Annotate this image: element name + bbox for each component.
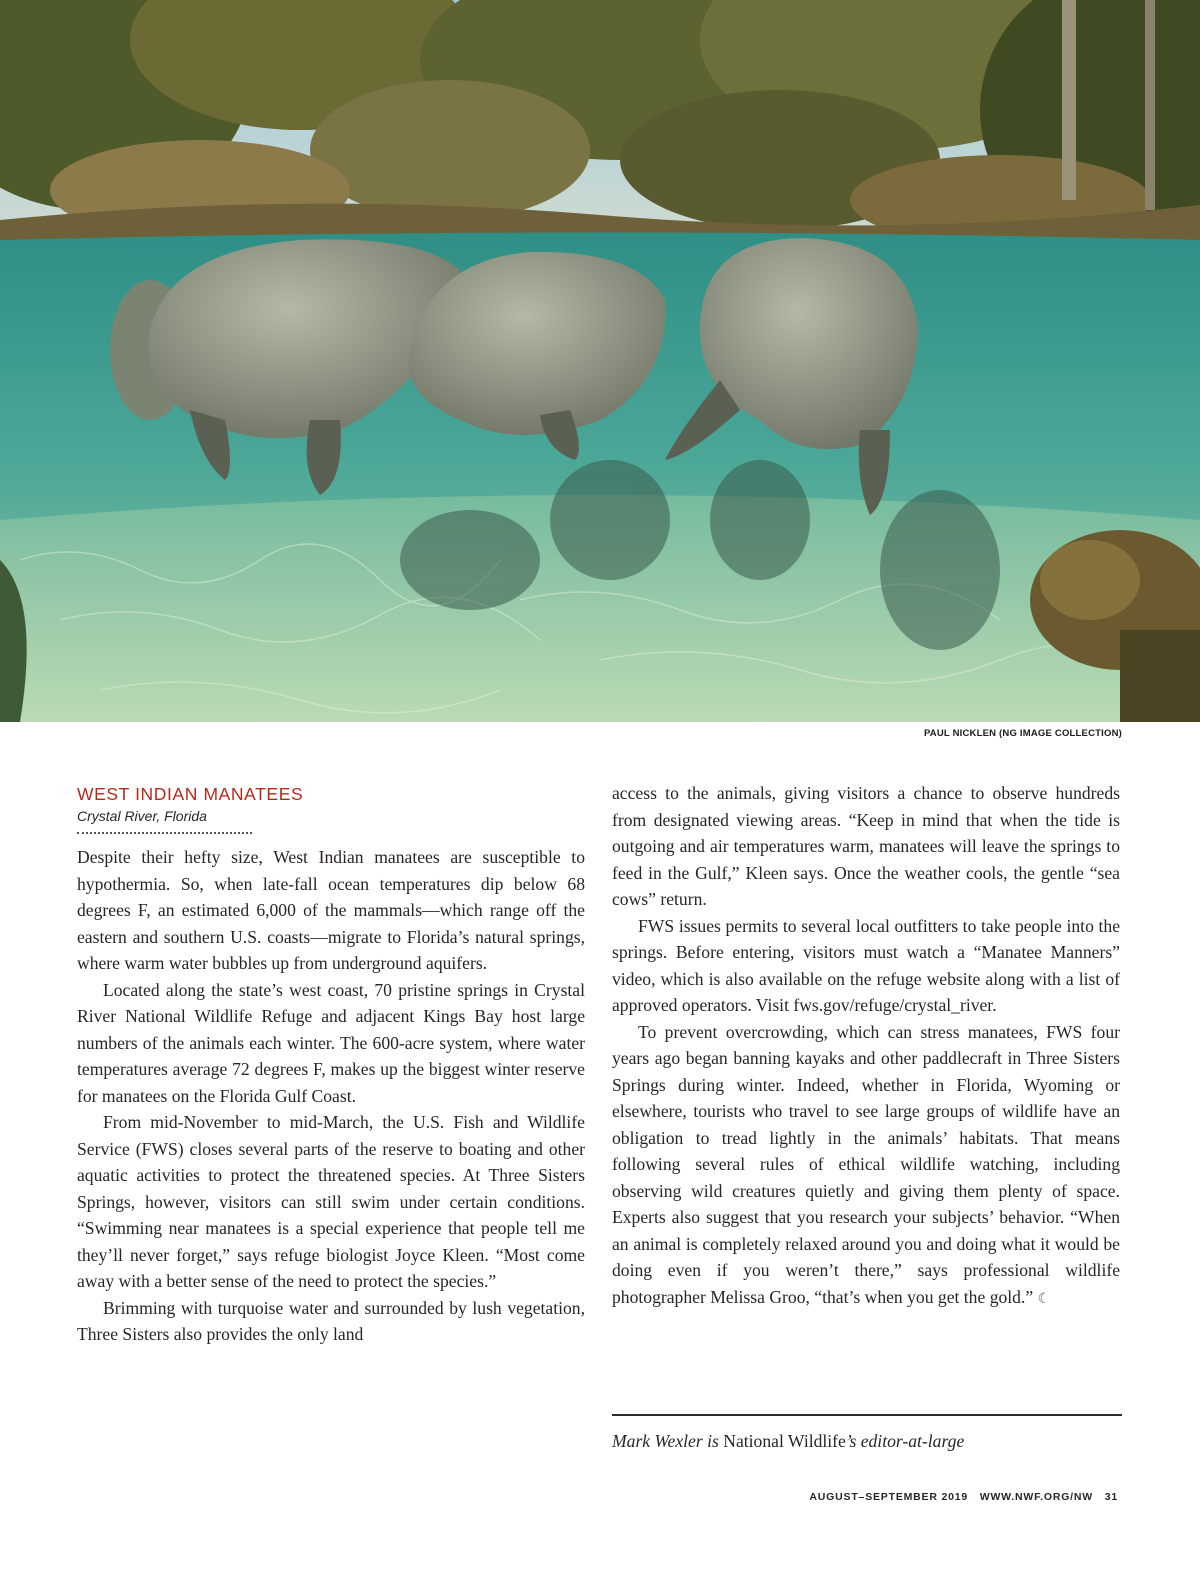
photo-credit: PAUL NICKLEN (NG IMAGE COLLECTION) bbox=[923, 728, 1122, 739]
bio-author: Mark Wexler bbox=[612, 1431, 703, 1451]
footer-site: WWW.NWF.ORG/NW bbox=[979, 1491, 1093, 1503]
paragraph-5: FWS issues permits to several local outfitters to take people into the springs. Before entering, visitors must watch a “Manatee Manners” video, which is also available on the refuge website along with a list of approved operators. Visit fws.gov/refuge/crystal_river. bbox=[612, 915, 1120, 1015]
article-kicker: WEST INDIAN MANATEES bbox=[77, 784, 304, 804]
paragraph-1: Despite their hefty size, West Indian manatees are susceptible to hypothermia. So, when late-fall ocean temperatures dip below 68 degrees F, an estimated 6,000 of the mammals—which range off the eastern and southern U.S. coasts—migrate to Florida’s natural springs, where warm water bubbles up from underground aquifers. bbox=[77, 847, 585, 973]
paragraph-4-start: Brimming with turquoise water and surrounded by lush vegetation, Three Sisters also provides the only land bbox=[77, 1297, 585, 1344]
end-mark-icon: ☾ bbox=[1037, 1291, 1051, 1307]
article-column-right bbox=[612, 780, 1120, 1313]
bio-publication: National Wildlife bbox=[723, 1431, 846, 1451]
bio-rule bbox=[612, 1414, 1122, 1416]
footer-issue: AUGUST–SEPTEMBER 2019 bbox=[809, 1491, 969, 1503]
article-location: Crystal River, Florida bbox=[77, 808, 207, 824]
author-bio bbox=[612, 1428, 964, 1454]
dotted-divider bbox=[77, 832, 252, 834]
article-column-left bbox=[77, 782, 585, 1348]
paragraph-6 bbox=[612, 1019, 1120, 1314]
paragraph-2: Located along the state’s west coast, 70 pristine springs in Crystal River National Wildlife Refuge and adjacent Kings Bay host large numbers of the animals each winter. The 600-acre system, where water temperatures average 72 degrees F, makes up the biggest winter reserve for manatees on the Florida Gulf Coast. bbox=[77, 979, 585, 1106]
manatees-photo-illustration bbox=[0, 0, 1200, 722]
paragraph-3: From mid-November to mid-March, the U.S. Fish and Wildlife Service (FWS) closes several parts of the reserve to boating and other aquatic activities to protect the threatened species. At Three Sisters Springs, however, visitors can still swim under certain conditions. “Swimming near manatees is a special experience that people tell me they’ll never forget,” says refuge biologist Joyce Kleen. “Most come away with a better sense of the need to protect the species.” bbox=[77, 1112, 585, 1291]
footer-page-number: 31 bbox=[1104, 1491, 1118, 1503]
manatees-photo bbox=[0, 0, 1200, 722]
bio-role: ’s editor-at-large bbox=[845, 1431, 965, 1451]
paragraph-4-continued: access to the animals, giving visitors a chance to observe hundreds from designated viewing areas. “Keep in mind that when the tide is outgoing and air temperatures warm, manatees will leave the springs to feed in the Gulf,” Kleen says. Once the weather cools, the gentle “sea cows” return. bbox=[612, 783, 1120, 909]
bio-middle: is bbox=[702, 1431, 724, 1451]
paragraph-6-text: To prevent overcrowding, which can stress manatees, FWS four years ago began banning kayaks and other paddlecraft in Three Sisters Springs during winter. Indeed, whether in Florida, Wyoming or elsewhere, tourists who travel to see large groups of wildlife have an obligation to tread lightly in the animals’ habitats. That means following several rules of ethical wildlife watching, including observing wild creatures quietly and giving them plenty of space. Experts also suggest that you research your subjects’ behavior. “When an animal is completely relaxed around you and doing what it would be doing even if you weren’t there,” says professional wildlife photographer Melissa Groo, “that’s when you get the gold.” bbox=[612, 1021, 1120, 1307]
page-footer bbox=[801, 1491, 1118, 1503]
